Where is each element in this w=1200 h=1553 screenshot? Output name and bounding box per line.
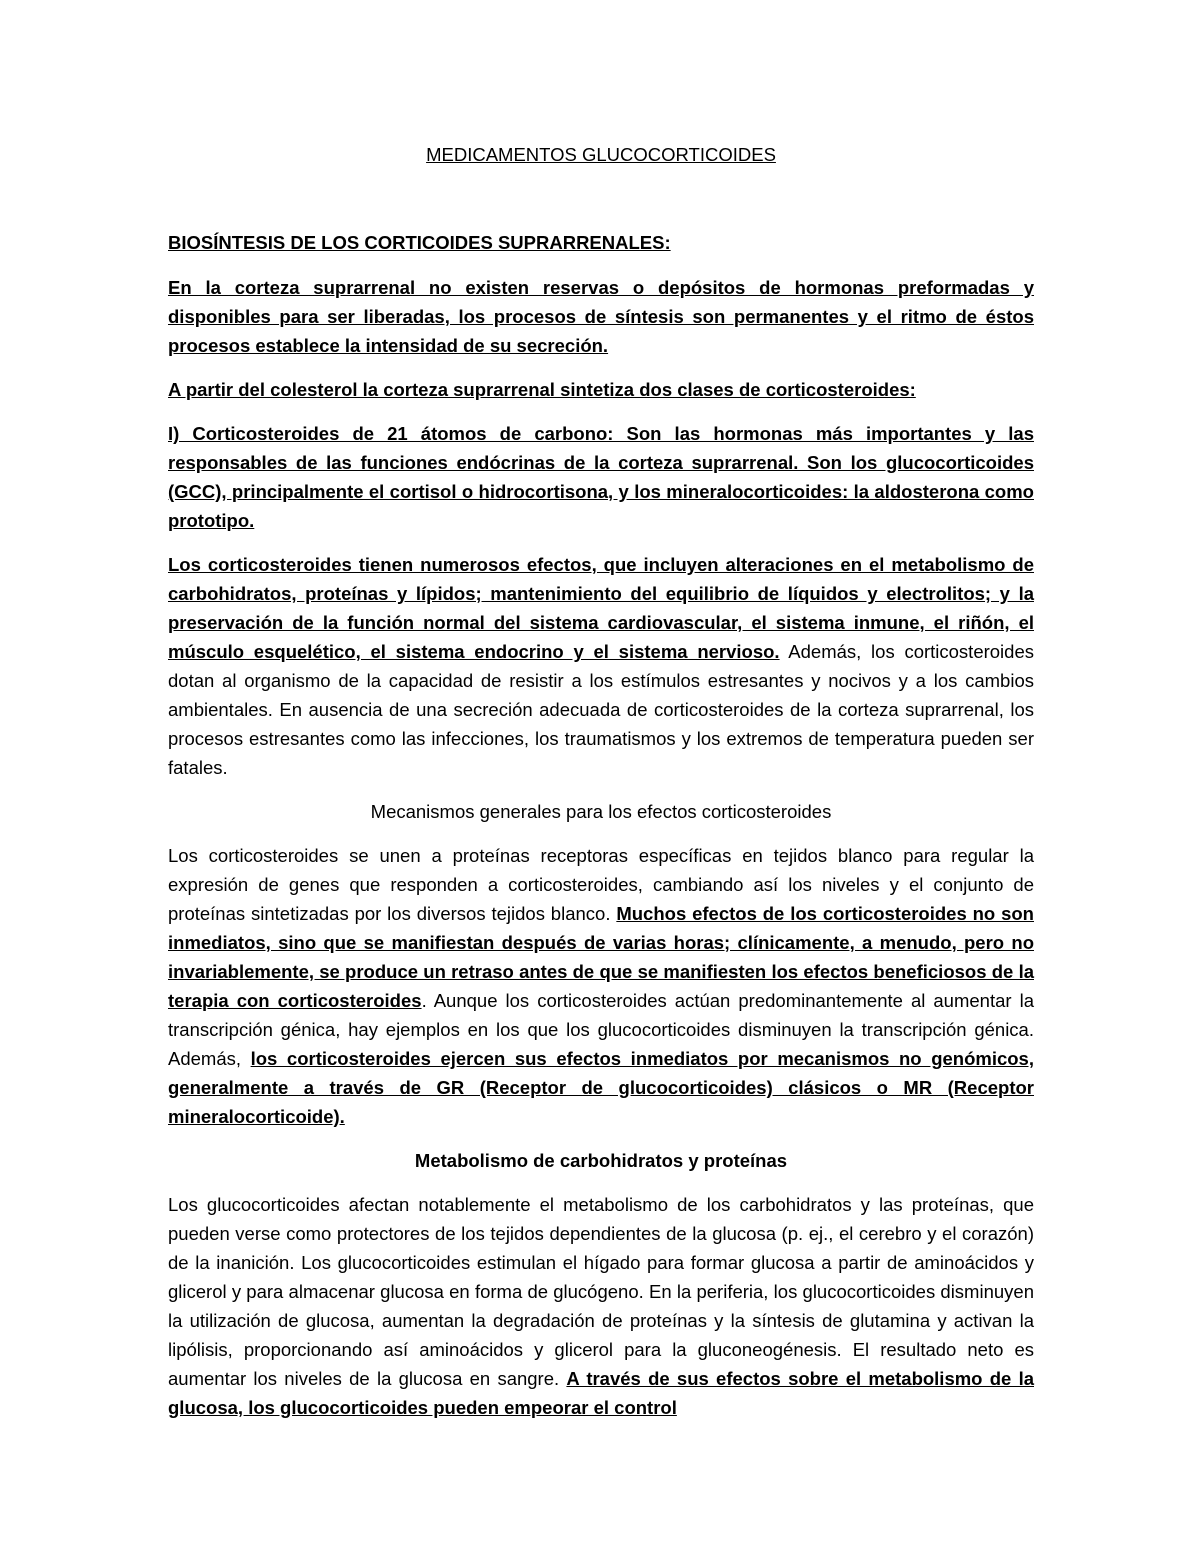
section-heading-biosintesis: BIOSÍNTESIS DE LOS CORTICOIDES SUPRARRENALES: xyxy=(168,232,671,253)
paragraph-metabolismo-emphasis: A través de sus efectos sobre el metabolismo de la glucosa, los glucocorticoides pueden empeorar el control xyxy=(168,1368,1034,1418)
paragraph-colesterol: A partir del colesterol la corteza suprarrenal sintetiza dos clases de corticosteroides: xyxy=(168,379,916,400)
paragraph-efectos-emphasis: Los corticosteroides tienen numerosos efectos, que incluyen alteraciones en el metabolismo de carbohidratos, proteínas y lípidos; mantenimiento del equilibrio de líquidos y electrolitos; y la preservación de la función normal del sistema cardiovascular, el sistema inmune, el riñón, el músculo esquelético, el sistema endocrino y el sistema nervioso. xyxy=(168,554,1034,662)
paragraph-reservas: En la corteza suprarrenal no existen reservas o depósitos de hormonas preformadas y disponibles para ser liberadas, los procesos de síntesis son permanentes y el ritmo de éstos procesos establece la intensidad de su secreción. xyxy=(168,277,1034,356)
subheading-metabolismo: Metabolismo de carbohidratos y proteínas xyxy=(414,1150,788,1171)
paragraph-mecanismos-emphasis-1: Muchos efectos de los corticosteroides no son inmediatos, sino que se manifiestan después de varias horas; clínicamente, a menudo, pero no invariablemente, se produce un retraso antes de que se manifiesten los efectos beneficiosos de la terapia con corticosteroides xyxy=(168,903,1034,1011)
document-page xyxy=(168,140,1034,1437)
document-title: MEDICAMENTOS GLUCOCORTICOIDES xyxy=(426,144,776,165)
paragraph-mecanismos-intro: Los corticosteroides se unen a proteínas receptoras específicas en tejidos blanco para regular la expresión de genes que responden a corticosteroides, cambiando así los niveles y el conjunto de proteínas sintetizadas por los diversos tejidos blanco. xyxy=(168,845,1034,924)
paragraph-mecanismos-emphasis-2: los corticosteroides ejercen sus efectos inmediatos por mecanismos no genómicos, generalmente a través de GR (Receptor de glucocorticoides) clásicos o MR (Receptor mineralocorticoide). xyxy=(168,1048,1034,1127)
paragraph-corticosteroides-21: I) Corticosteroides de 21 átomos de carbono: Son las hormonas más importantes y las responsables de las funciones endócrinas de la corteza suprarrenal. Son los glucocorticoides (GCC), principalmente el cortisol o hidrocortisona, y los mineralocorticoides: la aldosterona como prototipo. xyxy=(168,423,1034,531)
paragraph-mecanismos-middle: . Aunque los corticosteroides actúan predominantemente al aumentar la transcripción génica, hay ejemplos en los que los glucocorticoides disminuyen la transcripción génica. Además, xyxy=(168,990,1034,1069)
paragraph-metabolismo xyxy=(168,1190,1034,1422)
paragraph-metabolismo-body: Los glucocorticoides afectan notablemente el metabolismo de los carbohidratos y las proteínas, que pueden verse como protectores de los tejidos dependientes de la glucosa (p. ej., el cerebro y el corazón) de la inanición. Los glucocorticoides estimulan el hígado para formar glucosa a partir de aminoácidos y glicerol y para almacenar glucosa en forma de glucógeno. En la periferia, los glucocorticoides disminuyen la utilización de glucosa, aumentan la degradación de proteínas y la síntesis de glutamina y activan la lipólisis, proporcionando así aminoácidos y glicerol para la gluconeogénesis. El resultado neto es aumentar los niveles de la glucosa en sangre. xyxy=(168,1194,1034,1389)
paragraph-efectos-rest: Además, los corticosteroides dotan al organismo de la capacidad de resistir a los estímulos estresantes y nocivos y a los cambios ambientales. En ausencia de una secreción adecuada de corticosteroides de la corteza suprarrenal, los procesos estresantes como las infecciones, los traumatismos y los extremos de temperatura pueden ser fatales. xyxy=(168,641,1034,778)
paragraph-mecanismos xyxy=(168,841,1034,1131)
subheading-mecanismos: Mecanismos generales para los efectos corticosteroides xyxy=(370,801,832,822)
paragraph-efectos xyxy=(168,550,1034,782)
